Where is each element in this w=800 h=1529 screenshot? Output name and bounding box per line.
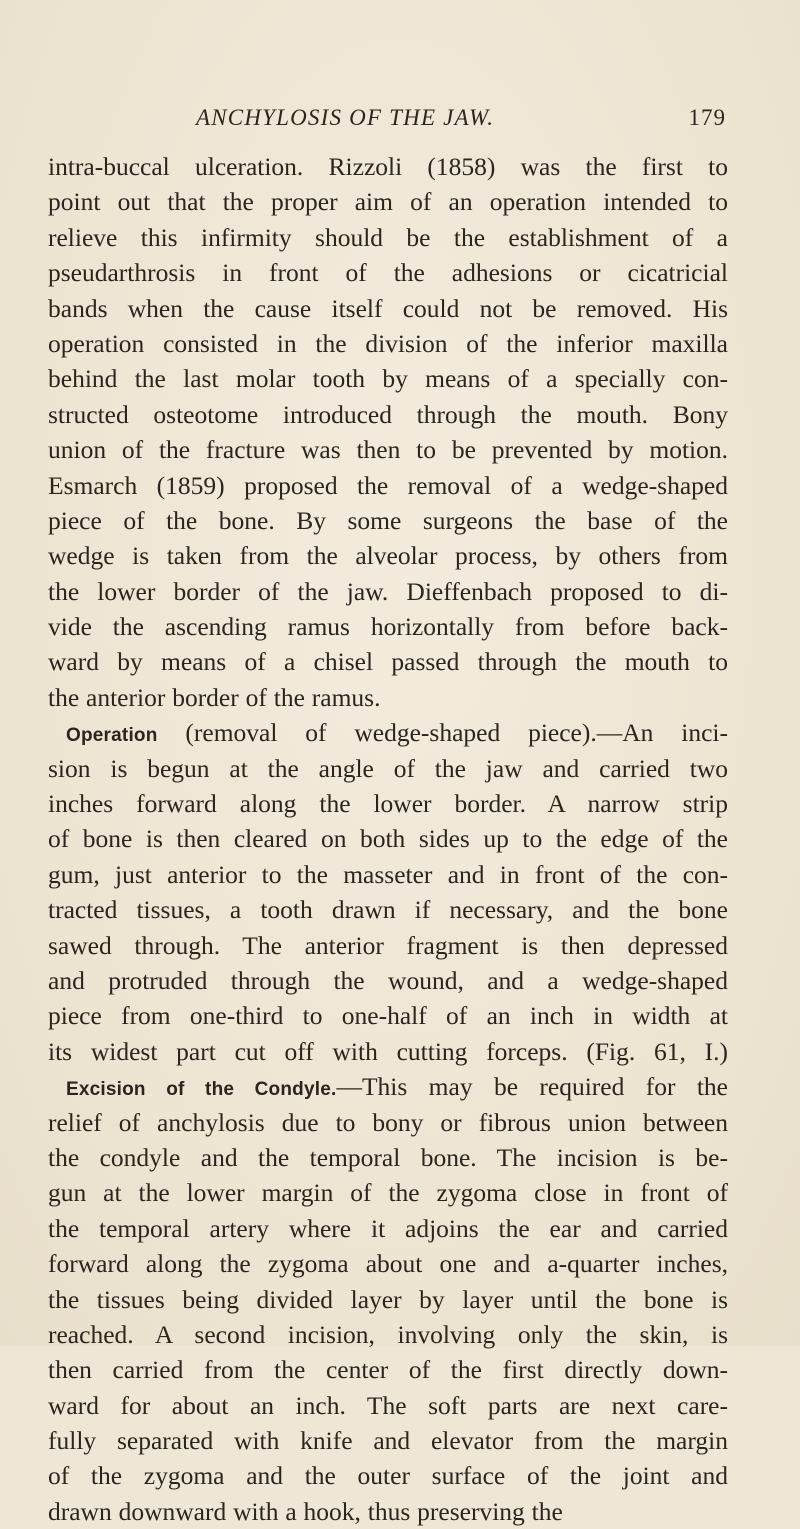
text-line: gum, just anterior to the masseter and in front of the con- [48,859,728,889]
section-text: —This may be required for the [336,1072,728,1102]
text-line: then carried from the center of the first directly down- [48,1355,728,1385]
body-text [48,149,728,1529]
text-line: point out that the proper aim of an operation intended to [48,187,728,217]
text-line: pseudarthrosis in front of the adhesions or cicatricial [48,258,728,288]
text-line: of bone is then cleared on both sides up to the edge of the [48,824,728,854]
text-line: inches forward along the lower border. A narrow strip [48,789,728,819]
text-line: structed osteotome introduced through the mouth. Bony [48,399,728,429]
text-line: behind the last molar tooth by means of a specially con- [48,364,728,394]
text-line: the condyle and the temporal bone. The incision is be- [48,1142,728,1172]
text-line: Esmarch (1859) proposed the removal of a wedge-shaped [48,470,728,500]
text-line: forward along the zygoma about one and a-quarter inches, [48,1249,728,1279]
text-line: sion is begun at the angle of the jaw and carried two [48,753,728,783]
running-title: ANCHYLOSIS OF THE JAW. [196,105,495,130]
text-line: relieve this infirmity should be the establishment of a [48,222,728,252]
text-line: operation consisted in the division of the inferior maxilla [48,328,728,358]
text-line: bands when the cause itself could not be removed. His [48,293,728,323]
text-line: the lower border of the jaw. Dieffenbach proposed to di- [48,576,728,606]
text-line: reached. A second incision, involving only the skin, is [48,1319,728,1349]
text-line [48,715,728,750]
section-heading: Excision of the Condyle. [66,1079,337,1101]
text-line: of the zygoma and the outer surface of the joint and [48,1461,728,1491]
text-line: vide the ascending ramus horizontally from before back- [48,612,728,642]
text-line: the anterior border of the ramus. [48,682,381,712]
text-line: relief of anchylosis due to bony or fibrous union between [48,1107,728,1137]
text-line: the temporal artery where it adjoins the ear and carried [48,1213,728,1243]
text-line: ward for about an inch. The soft parts are next care- [48,1390,728,1420]
text-line: its widest part cut off with cutting forceps. (Fig. 61, I.) [48,1036,728,1066]
text-line: ward by means of a chisel passed through the mouth to [48,647,728,677]
text-line: sawed through. The anterior fragment is then depressed [48,930,728,960]
text-line: union of the fracture was then to be prevented by motion. [48,435,728,465]
text-line: piece from one-third to one-half of an inch in width at [48,1001,728,1031]
text-line: fully separated with knife and elevator from the margin [48,1426,728,1456]
section-text: (removal of wedge-shaped piece).—An inci- [157,718,728,748]
section-heading: Operation [66,725,158,747]
text-line: the tissues being divided layer by layer until the bone is [48,1284,728,1314]
text-line: intra-buccal ulceration. Rizzoli (1858) was the first to [48,152,728,181]
text-line: and protruded through the wound, and a wedge-shaped [48,965,728,995]
text-line: piece of the bone. By some surgeons the base of the [48,505,728,535]
text-line [48,1069,728,1104]
page-header [196,101,726,135]
text-line: drawn downward with a hook, thus preserving the [48,1496,563,1526]
text-line: wedge is taken from the alveolar process, by others from [48,541,728,571]
text-line: gun at the lower margin of the zygoma close in front of [48,1178,728,1208]
text-line: tracted tissues, a tooth drawn if necessary, and the bone [48,895,728,925]
page-number: 179 [688,105,726,130]
